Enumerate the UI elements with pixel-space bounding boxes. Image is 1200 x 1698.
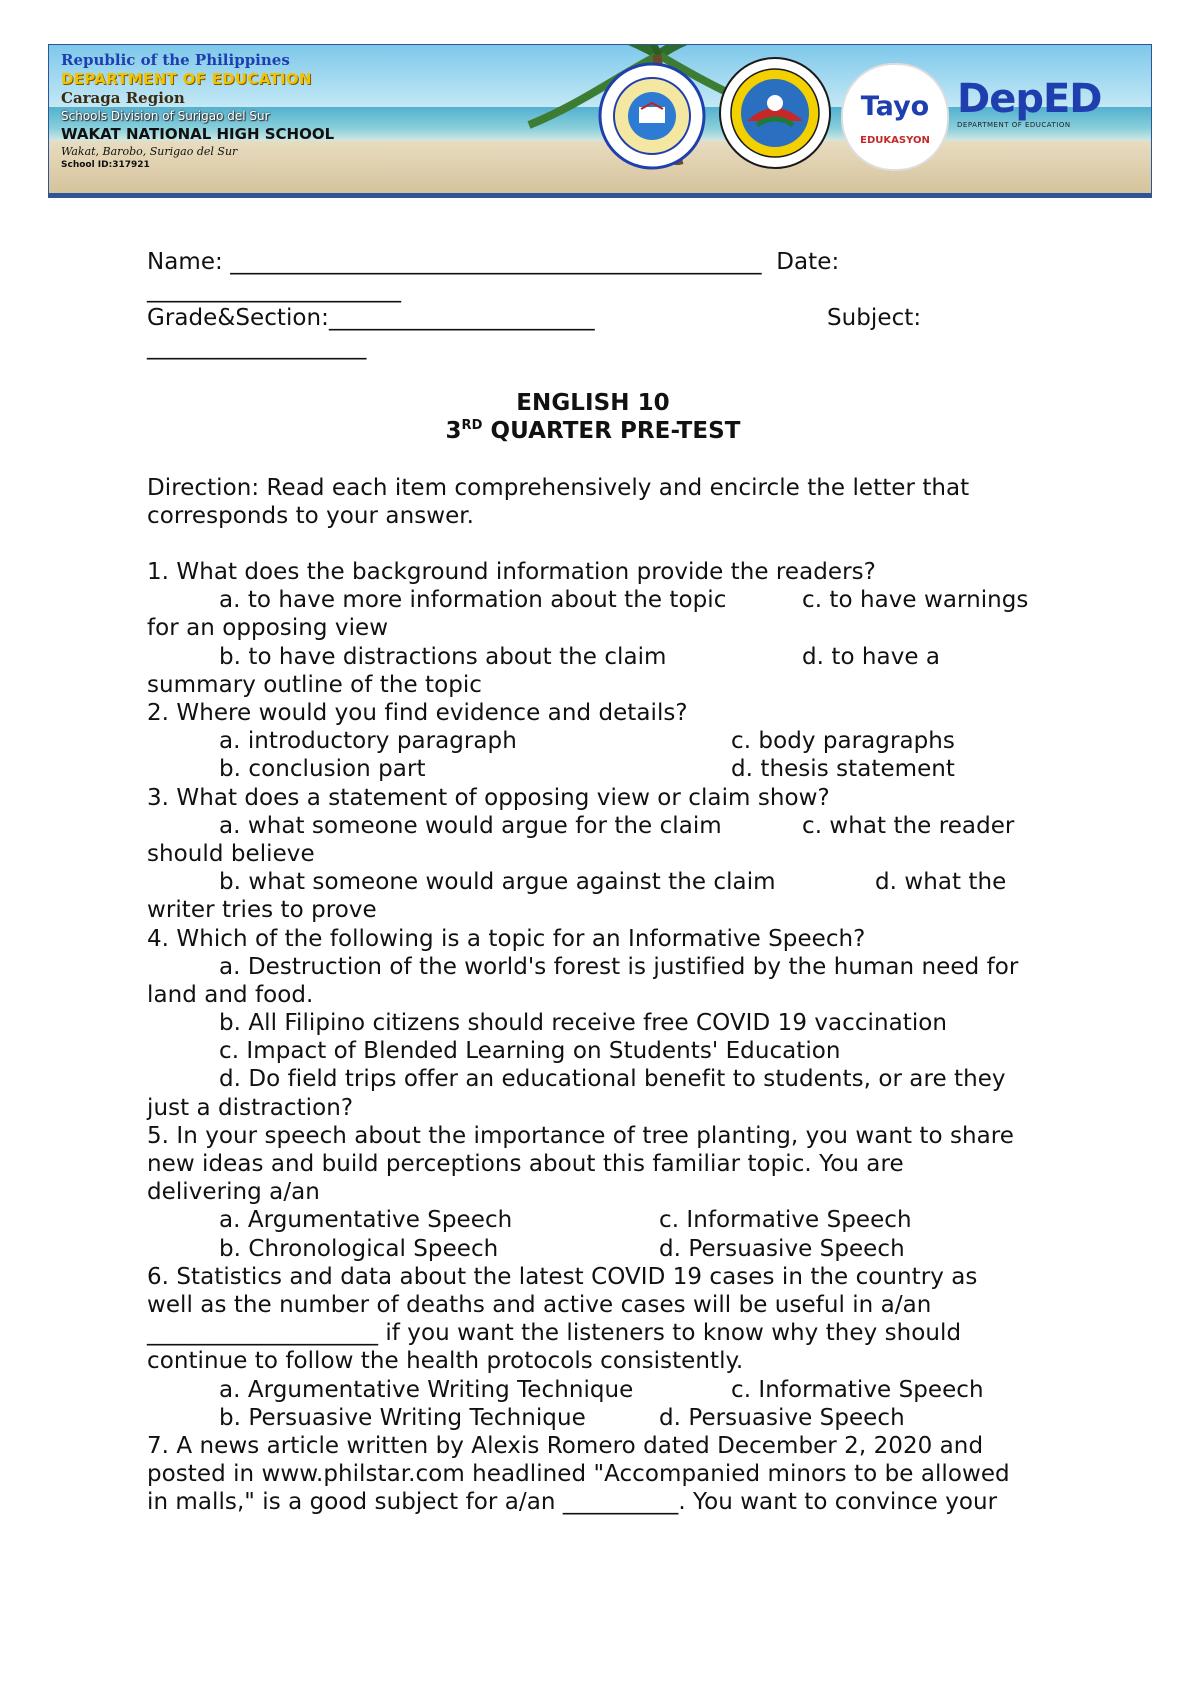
tayo-logo-icon bbox=[841, 63, 949, 171]
date-label: Date: bbox=[776, 249, 840, 275]
grade-blank[interactable]: _______________________ bbox=[328, 305, 595, 332]
q2-options-row bbox=[147, 727, 1067, 755]
q1-options-row bbox=[147, 643, 1067, 671]
q5-option-a[interactable]: a. Argumentative Speech bbox=[219, 1207, 513, 1234]
q4-option-a-cont: land and food. bbox=[147, 981, 314, 1008]
grade-subject-row bbox=[147, 304, 1067, 332]
q6-option-b[interactable]: b. Persuasive Writing Technique bbox=[219, 1404, 586, 1431]
q1-options-row bbox=[147, 586, 1067, 614]
name-blank[interactable]: ______________________________________________ bbox=[230, 249, 762, 275]
question-6: 6. Statistics and data about the latest COVID 19 cases in the country as bbox=[147, 1263, 978, 1290]
q2-option-c[interactable]: c. body paragraphs bbox=[731, 728, 955, 755]
q3-option-b[interactable]: b. what someone would argue against the claim bbox=[219, 869, 776, 896]
school-name: WAKAT NATIONAL HIGH SCHOOL bbox=[61, 125, 335, 143]
deped-logo-subtext: DEPARTMENT OF EDUCATION bbox=[957, 121, 1071, 129]
question-7-cont: in malls," is a good subject for a/an __________. You want to convince your bbox=[147, 1489, 998, 1516]
date-blank-row bbox=[147, 276, 1067, 304]
subject-blank[interactable]: ___________________ bbox=[147, 333, 367, 360]
q4-option-c[interactable]: c. Impact of Blended Learning on Students' Education bbox=[219, 1038, 841, 1065]
q3-options-row bbox=[147, 812, 1067, 840]
q4-option-a[interactable]: a. Destruction of the world's forest is justified by the human need for bbox=[219, 953, 1019, 980]
question-5: 5. In your speech about the importance of tree planting, you want to share bbox=[147, 1122, 1014, 1149]
name-date-row bbox=[147, 248, 1067, 276]
question-6-cont: well as the number of deaths and active cases will be useful in a/an bbox=[147, 1291, 932, 1318]
q3-option-d[interactable]: d. what the bbox=[875, 869, 1007, 896]
deped-logo-text: DepED bbox=[957, 76, 1102, 122]
region-line: Caraga Region bbox=[61, 89, 185, 107]
q6-option-d[interactable]: d. Persuasive Speech bbox=[659, 1404, 905, 1431]
school-id: School ID:317921 bbox=[61, 160, 150, 170]
q1-option-c[interactable]: c. to have warnings bbox=[802, 587, 1029, 614]
q4-option-d[interactable]: d. Do field trips offer an educational benefit to students, or are they bbox=[219, 1066, 1006, 1093]
q6-options-row bbox=[147, 1404, 1067, 1432]
q2-option-b[interactable]: b. conclusion part bbox=[219, 756, 426, 783]
q2-option-d[interactable]: d. thesis statement bbox=[731, 756, 955, 783]
page-title: ENGLISH 10 bbox=[516, 389, 670, 416]
q5-options-row bbox=[147, 1206, 1067, 1234]
q6-options-row bbox=[147, 1376, 1067, 1404]
grade-label: Grade&Section: bbox=[147, 305, 329, 332]
q5-option-c[interactable]: c. Informative Speech bbox=[659, 1207, 912, 1234]
question-6-cont: ____________________ if you want the listeners to know why they should bbox=[147, 1320, 962, 1347]
q3-option-c[interactable]: c. what the reader bbox=[802, 812, 1015, 839]
tayo-logo-subtext: EDUKASYON bbox=[860, 135, 930, 146]
republic-line: Republic of the Philippines bbox=[61, 51, 290, 69]
subject-label: Subject: bbox=[827, 305, 922, 332]
q2-options-row bbox=[147, 755, 1067, 783]
q6-option-c[interactable]: c. Informative Speech bbox=[731, 1376, 984, 1403]
q5-option-b[interactable]: b. Chronological Speech bbox=[219, 1235, 499, 1262]
q3-option-a[interactable]: a. what someone would argue for the claim bbox=[219, 812, 722, 839]
deped-logo-icon bbox=[957, 76, 1102, 133]
tayo-logo-text: Tayo bbox=[860, 91, 930, 122]
name-label: Name: bbox=[147, 249, 223, 275]
q1-option-d[interactable]: d. to have a bbox=[802, 643, 941, 670]
question-3: 3. What does a statement of opposing view or claim show? bbox=[147, 784, 830, 811]
page-subtitle: 3RD QUARTER PRE-TEST bbox=[445, 418, 741, 445]
question-5-cont: delivering a/an bbox=[147, 1179, 320, 1206]
q4-option-d-cont: just a distraction? bbox=[147, 1094, 354, 1121]
date-blank[interactable]: ______________________ bbox=[147, 277, 402, 304]
q1-option-b[interactable]: b. to have distractions about the claim bbox=[219, 643, 667, 670]
q4-option-b[interactable]: b. All Filipino citizens should receive free COVID 19 vaccination bbox=[219, 1010, 948, 1037]
q5-option-d[interactable]: d. Persuasive Speech bbox=[659, 1235, 905, 1262]
deped-line: DEPARTMENT OF EDUCATION bbox=[61, 70, 312, 88]
q6-option-a[interactable]: a. Argumentative Writing Technique bbox=[219, 1376, 634, 1403]
q1-option-c-cont: for an opposing view bbox=[147, 615, 389, 642]
q3-option-c-cont: should believe bbox=[147, 840, 315, 867]
q2-option-a[interactable]: a. introductory paragraph bbox=[219, 728, 517, 755]
question-5-cont: new ideas and build perceptions about this familiar topic. You are bbox=[147, 1151, 904, 1177]
direction-line: corresponds to your answer. bbox=[147, 502, 475, 529]
q3-option-d-cont: writer tries to prove bbox=[147, 897, 377, 924]
q1-option-d-cont: summary outline of the topic bbox=[147, 671, 482, 698]
subject-blank-row bbox=[147, 333, 1067, 361]
question-7: 7. A news article written by Alexis Romero dated December 2, 2020 and bbox=[147, 1432, 984, 1459]
school-address: Wakat, Barobo, Surigao del Sur bbox=[61, 145, 238, 158]
q5-options-row bbox=[147, 1235, 1067, 1263]
test-content bbox=[147, 248, 1067, 1516]
question-2: 2. Where would you find evidence and details? bbox=[147, 700, 688, 726]
question-7-cont: posted in www.philstar.com headlined "Accompanied minors to be allowed bbox=[147, 1461, 1010, 1488]
division-line: Schools Division of Surigao del Sur bbox=[61, 109, 270, 123]
division-seal-icon bbox=[717, 55, 833, 171]
question-6-cont: continue to follow the health protocols consistently. bbox=[147, 1348, 744, 1375]
q1-option-a[interactable]: a. to have more information about the topic bbox=[219, 587, 727, 614]
direction-line: Direction: Read each item comprehensively and encircle the letter that bbox=[147, 474, 970, 501]
school-seal-icon bbox=[597, 61, 707, 171]
q3-options-row bbox=[147, 868, 1067, 896]
question-4: 4. Which of the following is a topic for an Informative Speech? bbox=[147, 925, 866, 952]
header-banner bbox=[48, 44, 1152, 198]
question-1: 1. What does the background information provide the readers? bbox=[147, 559, 876, 586]
